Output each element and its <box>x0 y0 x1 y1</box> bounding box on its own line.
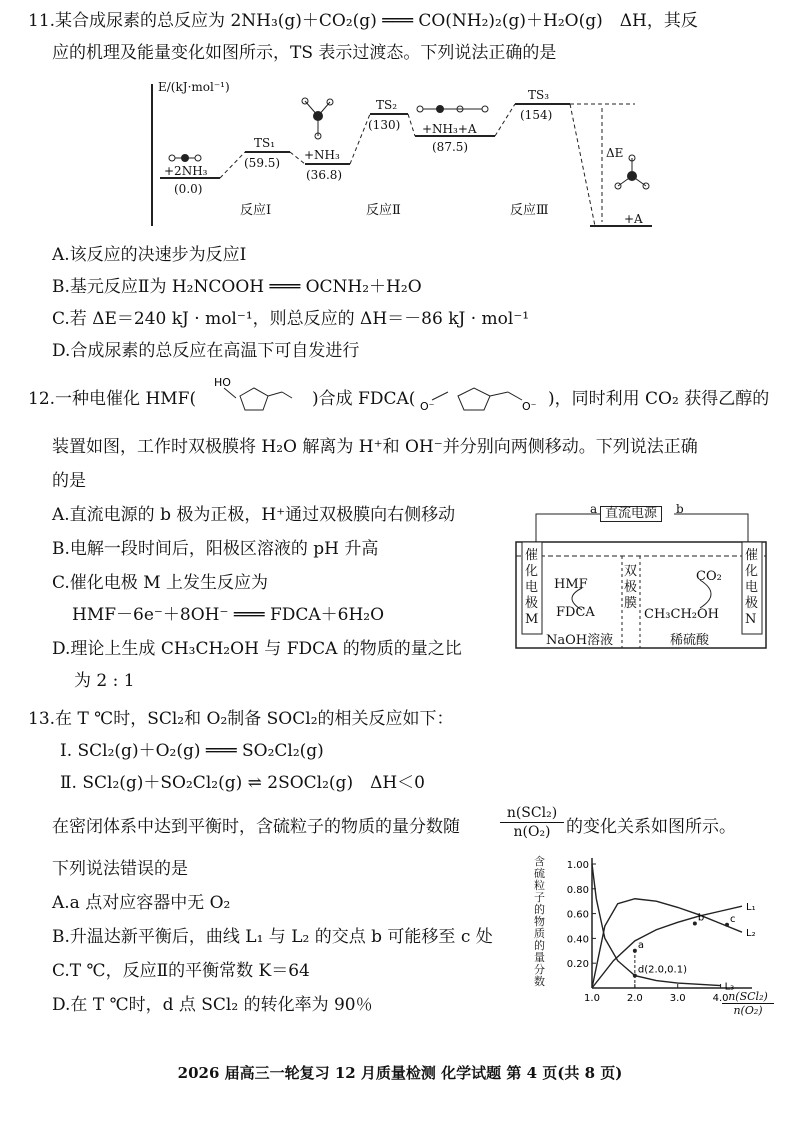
chart-point-label: b <box>697 912 705 924</box>
series-label: L₁ <box>746 902 756 914</box>
naoh-solution-label: NaOH溶液 <box>546 633 614 648</box>
q11-stem-line2: 应的机理及能量变化如图所示，TS 表示过渡态。下列说法正确的是 <box>52 43 557 63</box>
fdca-structure-icon <box>418 374 548 414</box>
fdca-label: FDCA <box>556 605 595 620</box>
level-label: +NH₃ <box>304 148 340 162</box>
chart-point <box>725 923 729 927</box>
svg-text:O⁻: O⁻ <box>420 400 435 413</box>
level-value: (130) <box>368 118 401 132</box>
q13-option-a: A.a 点对应容器中无 O₂ <box>52 893 231 913</box>
series-line <box>592 906 742 988</box>
q13-chart <box>536 846 776 1026</box>
xlabel-denominator: n(O₂) <box>733 1004 763 1017</box>
q11-option-b: B.基元反应Ⅱ为 H₂NCOOH ═══ OCNH₂＋H₂O <box>52 277 422 297</box>
q12-stem-part3: )，同时利用 CO₂ 获得乙醇的 <box>548 389 770 409</box>
co2-label: CO₂ <box>696 569 722 584</box>
chart-point-label: d(2.0,0.1) <box>637 964 687 976</box>
electrode-m: 催化电极M <box>525 548 539 627</box>
level-label: +2NH₃ <box>164 164 208 178</box>
xlabel-numerator: n(SCl₂) <box>722 990 774 1004</box>
q12-option-c-equation: HMF－6e⁻＋8OH⁻ ═══ FDCA＋6H₂O <box>72 605 385 625</box>
level-label: TS₁ <box>254 136 276 150</box>
q13-option-d: D.在 T ℃时，d 点 SCl₂ 的转化率为 90％ <box>52 995 373 1015</box>
q13-reaction-1: Ⅰ. SCl₂(g)＋O₂(g) ═══ SO₂Cl₂(g) <box>60 741 324 761</box>
ethanol-label: CH₃CH₂OH <box>644 607 719 622</box>
series-label: L₃ <box>724 981 735 993</box>
x-tick-label: 1.0 <box>584 993 600 1004</box>
q12-option-c: C.催化电极 M 上发生反应为 <box>52 573 269 593</box>
svg-text:O⁻: O⁻ <box>522 400 537 413</box>
q13-stem-line1: 13.在 T ℃时，SCl₂和 O₂制备 SOCl₂的相关反应如下： <box>28 709 454 729</box>
q13-ratio-fraction <box>500 804 564 841</box>
q11-energy-diagram <box>140 76 660 236</box>
chart-point-label: c <box>730 913 736 925</box>
power-supply: 直流电源 <box>600 506 662 522</box>
q13-option-b: B.升温达新平衡后，曲线 L₁ 与 L₂ 的交点 b 可能移至 c 处 <box>52 927 493 947</box>
svg-text:HO: HO <box>214 376 231 389</box>
level-value: (0.0) <box>174 182 203 196</box>
q13-option-c: C.T ℃，反应Ⅱ的平衡常数 K＝64 <box>52 961 310 981</box>
chart-point <box>693 922 697 926</box>
h2so4-solution-label: 稀硫酸 <box>670 633 710 648</box>
terminal-a: a <box>590 502 598 516</box>
fraction-denominator: n(O₂) <box>513 824 551 840</box>
terminal-b: b <box>676 502 684 516</box>
co2-molecule-icon <box>169 154 201 162</box>
q12-stem-part1: 12.一种电催化 HMF( <box>28 389 197 409</box>
q11-option-a: A.该反应的决速步为反应Ⅰ <box>52 245 247 265</box>
level-label: +A <box>624 212 643 226</box>
isocyanate-molecule-icon <box>417 105 488 113</box>
page-footer: 2026 届高三一轮复习 12 月质量检测 化学试题 第 4 页(共 8 页) <box>177 1064 623 1082</box>
electrolysis-apparatus <box>510 502 772 652</box>
step-label: 反应Ⅰ <box>240 203 272 218</box>
level-label: TS₂ <box>376 98 398 112</box>
y-tick-label: 0.20 <box>566 959 589 971</box>
q12-stem-line2: 装置如图，工作时双极膜将 H₂O 解离为 H⁺和 OH⁻并分别向两侧移动。下列说法正确 <box>52 437 698 457</box>
q12-option-d-cont: 为 2 : 1 <box>74 671 135 691</box>
delta-e-label: ΔE <box>606 146 624 160</box>
x-tick-label: 3.0 <box>669 993 686 1004</box>
q13-stem-text-b: 的变化关系如图所示。 <box>566 817 736 837</box>
y-tick-label: 0.40 <box>566 934 589 946</box>
q11-option-d: D.合成尿素的总反应在高温下可自发进行 <box>52 341 360 361</box>
fraction-numerator: n(SCl₂) <box>500 804 564 823</box>
y-tick-label: 1.00 <box>566 860 589 871</box>
level-value: (36.8) <box>306 168 343 182</box>
level-label: TS₃ <box>528 88 550 102</box>
y-tick-label: 0.80 <box>566 884 589 896</box>
q12-option-b: B.电解一段时间后，阳极区溶液的 pH 升高 <box>52 539 379 559</box>
urea-molecule-icon <box>615 155 649 189</box>
y-tick-label: 0.60 <box>566 909 589 921</box>
q13-stem-text-a: 在密闭体系中达到平衡时，含硫粒子的物质的量分数随 <box>52 817 460 837</box>
q12-stem-line3: 的是 <box>52 471 86 491</box>
chart-ylabel: 含硫粒子的物质的量分数 <box>534 855 545 988</box>
electrode-n: 催化电极N <box>745 548 759 627</box>
level-value: (154) <box>520 108 553 122</box>
bipolar-membrane: 双极膜 <box>624 564 638 611</box>
x-tick-label: 4.0 <box>712 993 729 1004</box>
step-label: 反应Ⅲ <box>510 203 549 218</box>
step-label: 反应Ⅱ <box>366 203 401 218</box>
carbamate-molecule-icon <box>302 98 333 139</box>
level-label: +NH₃+A <box>422 122 477 136</box>
q13-prompt: 下列说法错误的是 <box>52 859 188 879</box>
energy-axis-label: E/(kJ·mol⁻¹) <box>158 80 230 94</box>
x-tick-label: 2.0 <box>626 993 643 1004</box>
q13-reaction-2: Ⅱ. SCl₂(g)＋SO₂Cl₂(g) ⇌ 2SOCl₂(g) ΔH＜0 <box>60 773 425 793</box>
q12-option-d: D.理论上生成 CH₃CH₂OH 与 FDCA 的物质的量之比 <box>52 639 462 659</box>
hmf-structure-icon <box>208 374 308 414</box>
chart-point-label: a <box>637 939 644 951</box>
q11-option-c: C.若 ΔE＝240 kJ · mol⁻¹，则总反应的 ΔH＝－86 kJ · mol⁻¹ <box>52 309 530 329</box>
q12-stem-part2: )合成 FDCA( <box>312 389 416 409</box>
level-value: (59.5) <box>244 156 281 170</box>
series-label: L₂ <box>746 928 756 940</box>
q11-stem-line1: 11.某合成尿素的总反应为 2NH₃(g)＋CO₂(g) ═══ CO(NH₂)₂(g)＋H₂O(g) ΔH，其反 <box>28 11 698 31</box>
chart-xlabel <box>722 990 774 1017</box>
level-value: (87.5) <box>432 140 469 154</box>
hmf-label: HMF <box>554 577 588 592</box>
q12-option-a: A.直流电源的 b 极为正极，H⁺通过双极膜向右侧移动 <box>52 505 456 525</box>
